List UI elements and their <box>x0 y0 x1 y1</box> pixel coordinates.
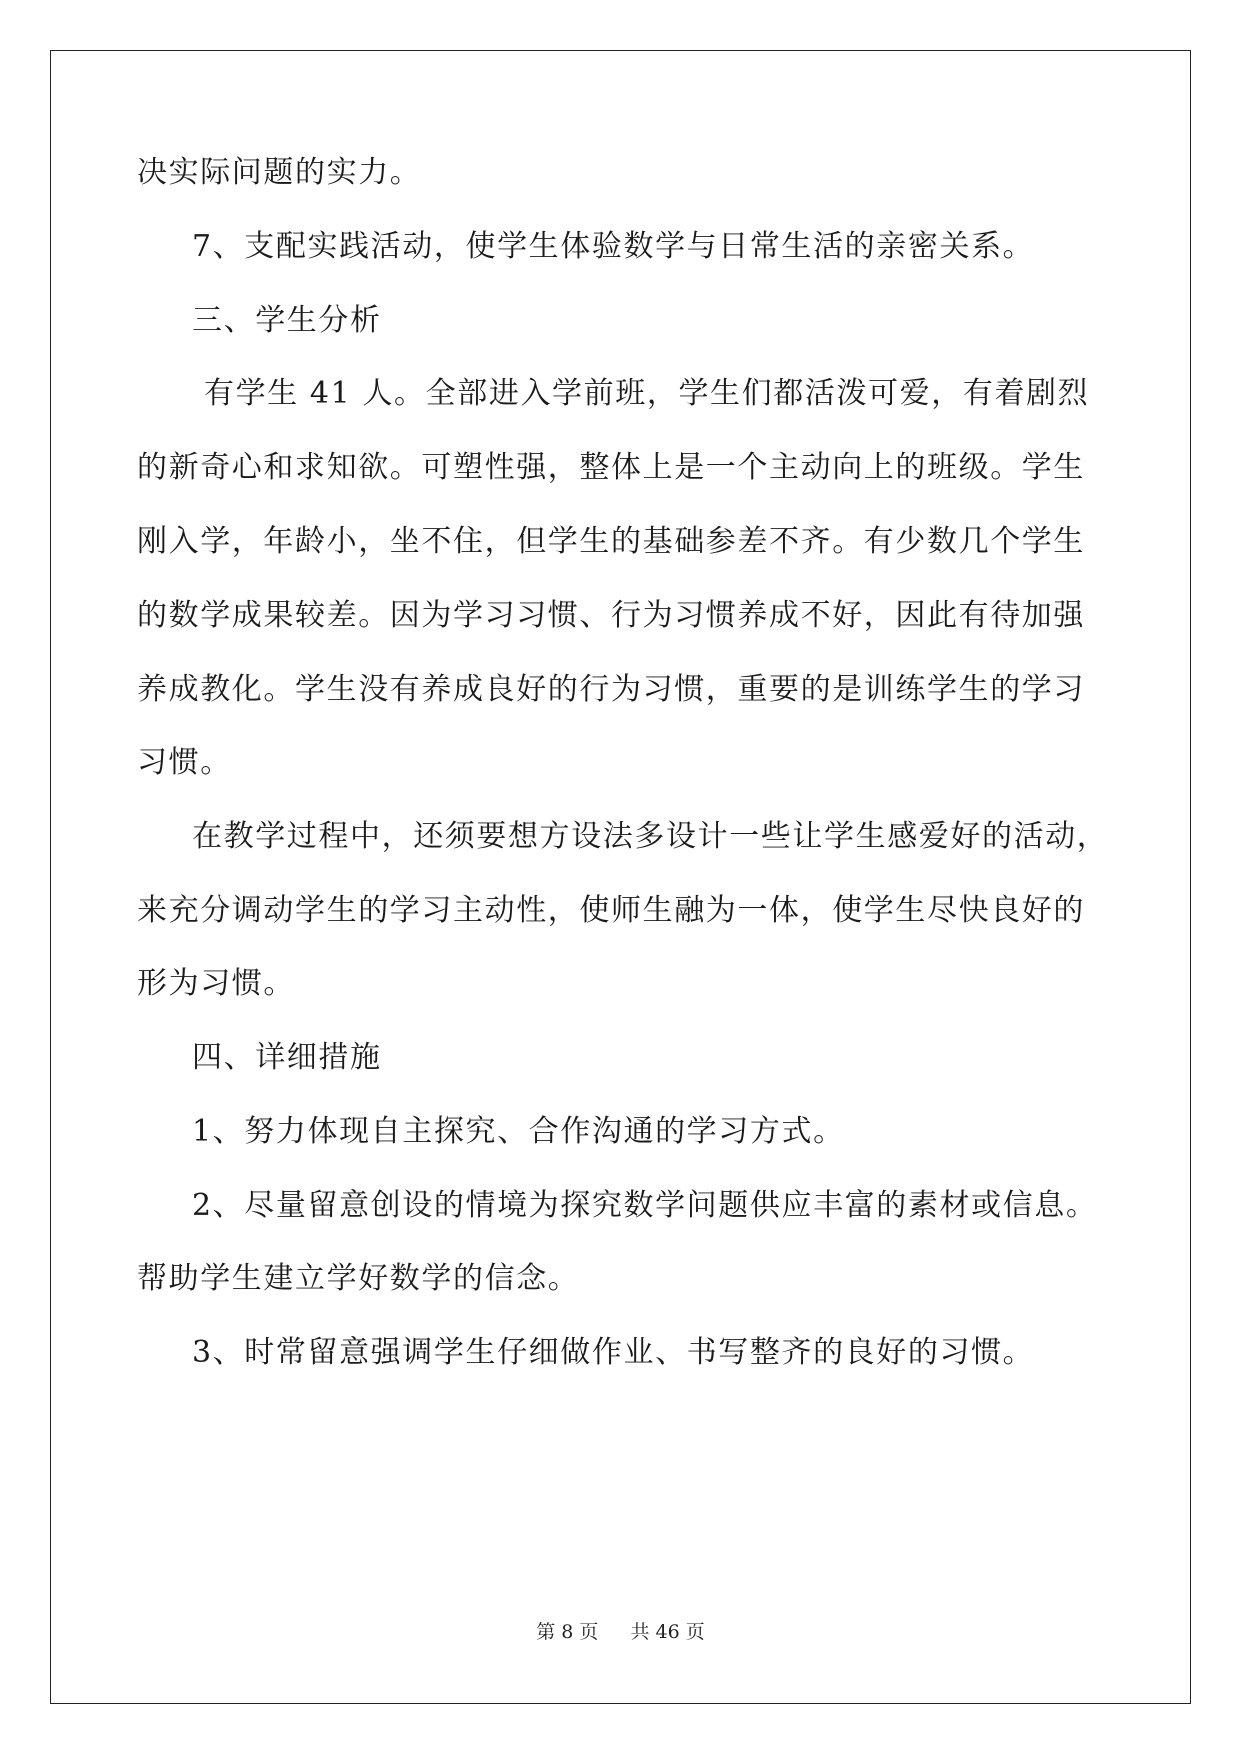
text-line: 有学生 41 人。全部进入学前班，学生们都活泼可爱，有着剧烈 <box>204 376 1090 411</box>
text-line: 7、支配实践活动，使学生体验数学与日常生活的亲密关系。 <box>192 229 1035 264</box>
text-line: 在教学过程中，还须要想方设法多设计一些让学生感爱好的活动， <box>192 819 1109 854</box>
text-line: 的新奇心和求知欲。可塑性强，整体上是一个主动向上的班级。学生 <box>137 450 1085 485</box>
section-heading: 四、详细措施 <box>192 1040 382 1075</box>
text-line: 帮助学生建立学好数学的信念。 <box>137 1261 580 1296</box>
text-line: 养成教化。学生没有养成良好的行为习惯，重要的是训练学生的学习 <box>137 672 1085 707</box>
text-line: 决实际问题的实力。 <box>137 155 422 190</box>
text-line: 的数学成果较差。因为学习习惯、行为习惯养成不好，因此有待加强 <box>137 598 1085 633</box>
section-heading: 三、学生分析 <box>192 303 382 338</box>
text-line: 来充分调动学生的学习主动性，使师生融为一体，使学生尽快良好的 <box>137 893 1085 928</box>
total-pages: 共 46 页 <box>630 1621 705 1643</box>
text-line: 1、努力体现自主探究、合作沟通的学习方式。 <box>192 1114 845 1149</box>
page-number: 第 8 页 <box>536 1621 599 1643</box>
text-line: 2、尽量留意创设的情境为探究数学问题供应丰富的素材或信息。 <box>192 1188 1098 1223</box>
text-line: 3、时常留意强调学生仔细做作业、书写整齐的良好的习惯。 <box>192 1335 1035 1370</box>
page-border <box>50 50 1191 1704</box>
page-footer <box>0 1620 1241 1644</box>
text-line: 习惯。 <box>137 745 232 780</box>
text-line: 形为习惯。 <box>137 966 295 1001</box>
text-line: 刚入学，年龄小，坐不住，但学生的基础参差不齐。有少数几个学生 <box>137 524 1085 559</box>
